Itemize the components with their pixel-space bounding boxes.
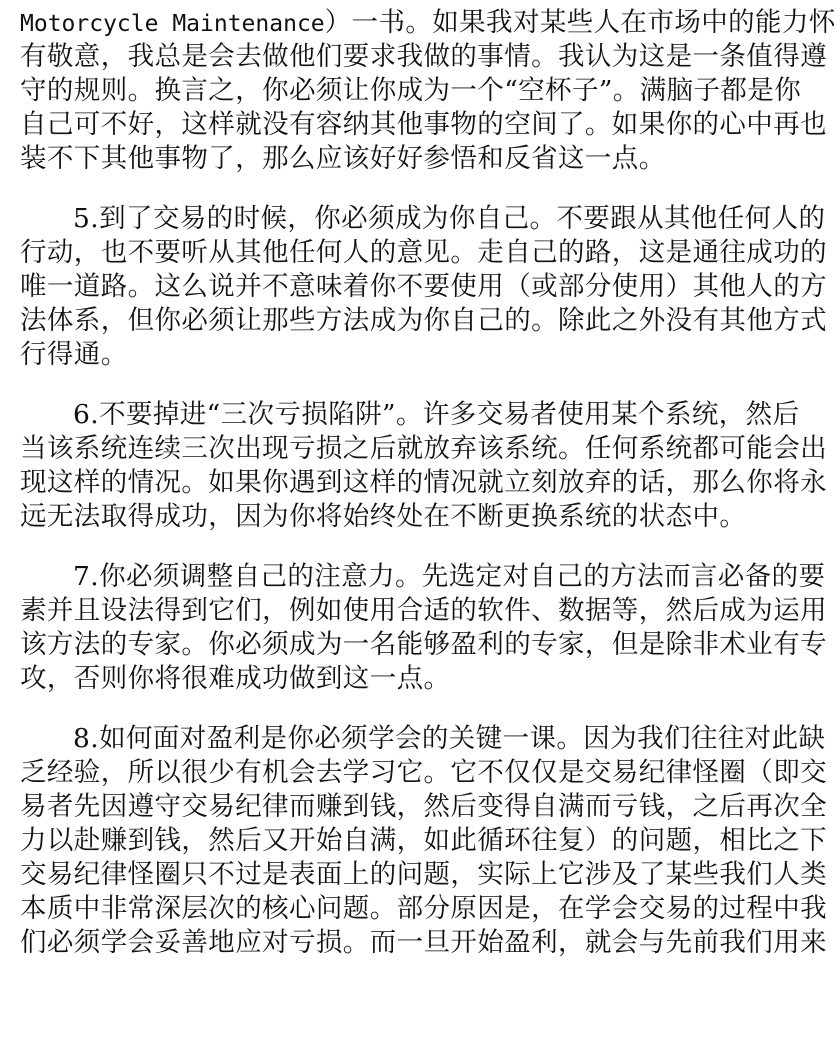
- text-line: 乏经验，所以很少有机会去学习它。它不仅仅是交易纪律怪圈（即交: [20, 757, 827, 788]
- text-line: 自己可不好，这样就没有容纳其他事物的空间了。如果你的心中再也: [20, 109, 827, 140]
- paragraph-item-7: [20, 560, 827, 696]
- text-line: 6.不要掉进“三次亏损陷阱”。许多交易者使用某个系统，然后: [73, 399, 800, 430]
- text-line: 攻，否则你将很难成功做到这一点。: [20, 663, 451, 694]
- text-line: 交易纪律怪圈只不过是表面上的问题，实际上它涉及了某些我们人类: [20, 859, 827, 890]
- text-line: 易者先因遵守交易纪律而赚到钱，然后变得自满而亏钱，之后再次全: [20, 791, 827, 822]
- text-line: 5.到了交易的时候，你必须成为你自己。不要跟从其他任何人的: [73, 203, 826, 234]
- paragraph-continued: [20, 6, 836, 176]
- text-line: [20, 6, 836, 40]
- text-line: 现这样的情况。如果你遇到这样的情况就立刻放弃的话，那么你将永: [20, 467, 827, 498]
- text-line: 守的规则。换言之，你必须让你成为一个“空杯子”。满脑子都是你: [20, 75, 802, 106]
- text-line: 有敬意，我总是会去做他们要求我做的事情。我认为这是一条值得遵: [20, 41, 827, 72]
- text-line: 力以赴赚到钱，然后又开始自满，如此循环往复）的问题，相比之下: [20, 825, 827, 856]
- document-page: [20, 0, 836, 986]
- text-line: 8.如何面对盈利是你必须学会的关键一课。因为我们往往对此缺: [73, 723, 826, 754]
- paragraph-item-6: [20, 398, 827, 534]
- text-line: 远无法取得成功，因为你将始终处在不断更换系统的状态中。: [20, 501, 747, 532]
- text-line: 当该系统连续三次出现亏损之后就放弃该系统。任何系统都可能会出: [20, 433, 827, 464]
- text-line: 本质中非常深层次的核心问题。部分原因是，在学会交易的过程中我: [20, 893, 827, 924]
- text-line: 法体系，但你必须让那些方法成为你自己的。除此之外没有其他方式: [20, 305, 827, 336]
- text-line: 唯一道路。这么说并不意味着你不要使用（或部分使用）其他人的方: [20, 271, 827, 302]
- text-line: 行动，也不要听从其他任何人的意见。走自己的路，这是通往成功的: [20, 237, 827, 268]
- text-line-latin: Motorcycle Maintenance: [20, 11, 325, 37]
- text-line: 行得通。: [20, 339, 128, 370]
- text-line-rest: ）一书。如果我对某些人在市场中的能力怀: [324, 7, 836, 38]
- text-line: 该方法的专家。你必须成为一名能够盈利的专家，但是除非术业有专: [20, 629, 827, 660]
- text-line: 装不下其他事物了，那么应该好好参悟和反省这一点。: [20, 143, 666, 174]
- text-line: 7.你必须调整自己的注意力。先选定对自己的方法而言必备的要: [73, 561, 826, 592]
- paragraph-item-5: [20, 202, 827, 372]
- paragraph-item-8: [20, 722, 827, 960]
- text-line: 们必须学会妥善地应对亏损。而一旦开始盈利，就会与先前我们用来: [20, 927, 827, 958]
- text-line: 素并且设法得到它们，例如使用合适的软件、数据等，然后成为运用: [20, 595, 827, 626]
